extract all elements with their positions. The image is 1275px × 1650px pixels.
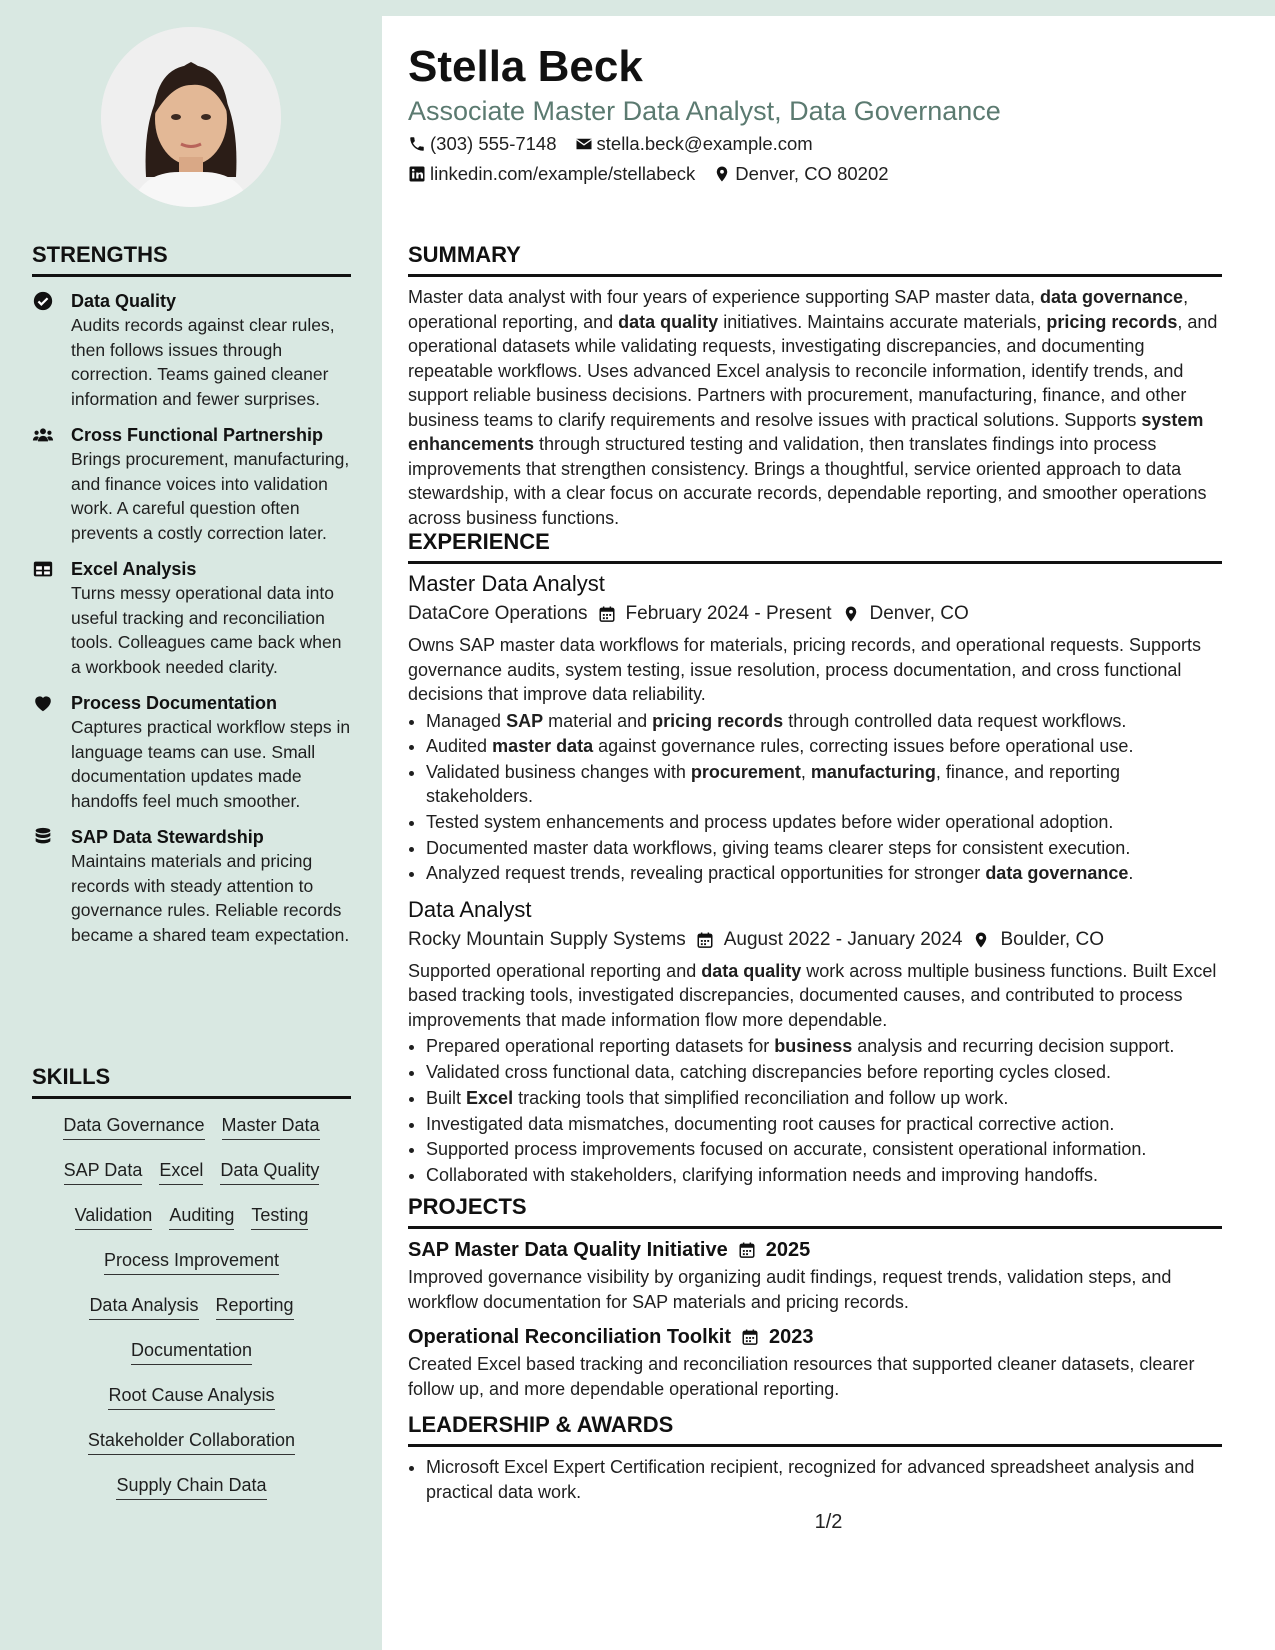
strength-description: Brings procurement, manufacturing, and finance voices into validation work. A careful question often prevents a costly correction later. bbox=[71, 449, 350, 543]
contact-row-2 bbox=[408, 162, 1222, 186]
skill-tag: SAP Data bbox=[64, 1158, 143, 1185]
header bbox=[408, 42, 1222, 186]
skill-tag: Master Data bbox=[222, 1113, 320, 1140]
experience-section bbox=[408, 529, 1222, 1189]
bold-text: procurement bbox=[690, 761, 801, 782]
skill-tag: Process Improvement bbox=[104, 1248, 279, 1275]
phone-contact bbox=[408, 132, 557, 156]
job-dates: August 2022 - January 2024 bbox=[723, 928, 963, 950]
text-run: against governance rules, correcting issues before operational use. bbox=[593, 736, 1134, 757]
experience-heading: EXPERIENCE bbox=[408, 529, 1222, 564]
calendar-icon bbox=[741, 1328, 759, 1346]
text-run: . bbox=[1128, 863, 1134, 884]
contact-row-1 bbox=[408, 132, 1222, 156]
text-run: Validated business changes with bbox=[426, 761, 691, 782]
heart-icon bbox=[32, 692, 54, 714]
bold-text: data quality bbox=[701, 960, 802, 981]
job-entry bbox=[408, 570, 1222, 886]
project-description: Improved governance visibility by organizing audit findings, request trends, validation steps, and workflow documentation for SAP materials and pricing records. bbox=[408, 1267, 1172, 1312]
job-bullet bbox=[426, 1137, 1222, 1162]
skill-tag: Validation bbox=[75, 1203, 153, 1230]
strength-description: Captures practical workflow steps in language teams can use. Small documentation updates made handoffs feel much smoother. bbox=[71, 717, 351, 811]
text-run: , finance, and reporting stakeholders. bbox=[426, 761, 1121, 807]
strength-description: Audits records against clear rules, then follows issues through correction. Teams gained cleaner information and fewer surprises. bbox=[71, 315, 335, 409]
job-dates: February 2024 - Present bbox=[625, 603, 832, 624]
skill-tag: Documentation bbox=[131, 1338, 252, 1365]
text-run: through structured testing and validation, then translates findings into process improvements that strengthen consistency. Brings a thoughtful, service oriented approach to data stewardship, with a clear focus on accurate records, dependable reporting, and smoother operations across business functions. bbox=[408, 434, 1207, 528]
sidebar bbox=[0, 0, 382, 1650]
text-run: Master data analyst with four years of experience supporting SAP master data, bbox=[408, 287, 1040, 307]
table-icon bbox=[32, 558, 54, 580]
calendar-icon bbox=[598, 605, 616, 623]
strength-item bbox=[32, 423, 351, 545]
text-run: Collaborated with stakeholders, clarifying information needs and improving handoffs. bbox=[426, 1164, 1099, 1185]
text-run: Managed bbox=[426, 710, 507, 731]
projects-heading: PROJECTS bbox=[408, 1194, 1222, 1229]
skills-section bbox=[32, 1064, 351, 1518]
text-run: , operational reporting, and bbox=[408, 287, 1189, 332]
linkedin-contact[interactable] bbox=[408, 162, 695, 186]
job-title: Data Analyst bbox=[408, 896, 532, 922]
bold-text: manufacturing bbox=[810, 761, 936, 782]
bold-text: master data bbox=[492, 736, 594, 757]
skill-row bbox=[32, 1293, 351, 1338]
linkedin-icon bbox=[408, 165, 426, 183]
strength-description: Maintains materials and pricing records with steady attention to governance rules. Reliable records became a shared team expectation. bbox=[71, 851, 350, 945]
job-bullet bbox=[426, 734, 1222, 759]
skill-row bbox=[32, 1203, 351, 1248]
linkedin-text[interactable]: linkedin.com/example/stellabeck bbox=[430, 163, 696, 184]
map-pin-icon bbox=[713, 165, 731, 183]
skill-tag: Testing bbox=[251, 1203, 308, 1230]
bold-text: data governance bbox=[985, 863, 1129, 884]
job-meta bbox=[408, 927, 1222, 953]
project-title bbox=[408, 1237, 1222, 1263]
skill-row bbox=[32, 1383, 351, 1428]
skill-tag: Data Quality bbox=[220, 1158, 319, 1185]
project-title bbox=[408, 1324, 1222, 1350]
skill-row bbox=[32, 1338, 351, 1383]
phone-text: (303) 555-7148 bbox=[430, 133, 557, 154]
skill-tag: Supply Chain Data bbox=[116, 1473, 266, 1500]
job-company: Rocky Mountain Supply Systems bbox=[408, 928, 686, 950]
calendar-icon bbox=[696, 931, 714, 949]
job-meta bbox=[408, 601, 1222, 627]
bold-text: pricing records bbox=[1046, 311, 1178, 332]
summary-section bbox=[408, 242, 1222, 530]
strength-item bbox=[32, 289, 351, 411]
skill-tag: Auditing bbox=[169, 1203, 234, 1230]
project-year: 2023 bbox=[769, 1326, 814, 1348]
job-company: DataCore Operations bbox=[408, 603, 588, 624]
strength-item bbox=[32, 825, 351, 947]
text-run: Supported process improvements focused on accurate, consistent operational information. bbox=[426, 1139, 1147, 1160]
page-number: 1/2 bbox=[814, 1511, 843, 1533]
skill-row bbox=[32, 1428, 351, 1473]
main-content bbox=[382, 16, 1275, 1650]
strength-title: SAP Data Stewardship bbox=[71, 827, 264, 847]
awards-list bbox=[408, 1455, 1222, 1504]
projects-list bbox=[408, 1237, 1222, 1401]
bold-text: Excel bbox=[466, 1087, 514, 1108]
skill-tag: Data Analysis bbox=[89, 1293, 198, 1320]
job-bullet bbox=[426, 1034, 1222, 1059]
skill-tag: Root Cause Analysis bbox=[108, 1383, 274, 1410]
project-description: Created Excel based tracking and reconciliation resources that supported cleaner datasets, clearer follow up, and more dependable operational reporting. bbox=[408, 1354, 1195, 1399]
location-contact bbox=[713, 162, 888, 186]
avatar bbox=[101, 27, 281, 207]
job-location: Denver, CO bbox=[869, 603, 969, 624]
award-item: • Microsoft Excel Expert Certification recipient, recognized for advanced spreadsheet analysis and practical data work. bbox=[426, 1455, 1222, 1504]
strength-title: Data Quality bbox=[71, 291, 177, 311]
job-title: Master Data Analyst bbox=[408, 571, 605, 596]
job-bullets bbox=[408, 1034, 1222, 1187]
text-run: material and bbox=[543, 710, 653, 731]
map-pin-icon bbox=[842, 605, 860, 623]
text-run: Built bbox=[426, 1087, 467, 1108]
email-contact[interactable] bbox=[575, 132, 813, 156]
text-run: Documented master data workflows, giving teams clearer steps for consistent execution. bbox=[426, 837, 1131, 858]
envelope-icon bbox=[575, 135, 593, 153]
strength-item bbox=[32, 691, 351, 813]
projects-section bbox=[408, 1194, 1222, 1401]
job-location: Boulder, CO bbox=[1000, 928, 1104, 950]
candidate-title: Associate Master Data Analyst, Data Governance bbox=[408, 96, 1001, 126]
text-run: Tested system enhancements and process updates before wider operational adoption. bbox=[426, 812, 1114, 833]
skill-tag: Stakeholder Collaboration bbox=[88, 1428, 295, 1455]
skill-tag: Reporting bbox=[216, 1293, 294, 1320]
text-run: , bbox=[800, 761, 811, 782]
awards-section bbox=[408, 1412, 1222, 1505]
users-icon bbox=[32, 424, 54, 446]
skill-row bbox=[32, 1473, 351, 1518]
project-name: SAP Master Data Quality Initiative bbox=[408, 1239, 728, 1261]
job-bullets bbox=[408, 709, 1222, 886]
bold-text: system enhancements bbox=[408, 409, 1204, 454]
text-run: work across multiple business functions. Built Excel based tracking tools, investigated discrepancies, documented causes, and contributed to process improvements that made information flow more dependable. bbox=[408, 960, 1217, 1030]
summary-heading: SUMMARY bbox=[408, 242, 1222, 277]
text-run: Prepared operational reporting datasets for bbox=[426, 1036, 775, 1057]
text-run: analysis and recurring decision support. bbox=[852, 1036, 1175, 1057]
summary-text bbox=[408, 285, 1222, 530]
location-text: Denver, CO 80202 bbox=[735, 163, 889, 184]
project-entry bbox=[408, 1324, 1222, 1401]
bold-text: data governance bbox=[1040, 287, 1184, 307]
skill-tag: Data Governance bbox=[63, 1113, 204, 1140]
strengths-list bbox=[32, 289, 351, 947]
calendar-icon bbox=[738, 1241, 756, 1259]
project-name: Operational Reconciliation Toolkit bbox=[408, 1326, 731, 1348]
phone-icon bbox=[408, 135, 426, 153]
text-run: Investigated data mismatches, documenting root causes for practical corrective action. bbox=[426, 1113, 1115, 1134]
skill-row bbox=[32, 1248, 351, 1293]
skill-tag: Excel bbox=[159, 1158, 203, 1185]
map-pin-icon bbox=[972, 931, 990, 949]
job-bullet bbox=[426, 810, 1222, 835]
candidate-name: Stella Beck bbox=[408, 42, 643, 91]
database-icon bbox=[32, 826, 54, 848]
job-description: Owns SAP master data workflows for materials, pricing records, and operational requests. Supports governance audits, system testing, issue resolution, process documentation, and cross functional decisions that improve data reliability. bbox=[408, 635, 1202, 704]
awards-heading: LEADERSHIP & AWARDS bbox=[408, 1412, 1222, 1447]
text-run: Audited bbox=[426, 736, 493, 757]
strength-description: Turns messy operational data into useful tracking and reconciliation tools. Colleagues came back when a workbook needed clarity. bbox=[71, 583, 342, 677]
portrait-image bbox=[101, 27, 281, 207]
bold-text: SAP bbox=[506, 710, 544, 731]
strengths-heading: STRENGTHS bbox=[32, 242, 351, 277]
bold-text: data quality bbox=[618, 311, 719, 332]
project-entry bbox=[408, 1237, 1222, 1314]
jobs-list bbox=[408, 570, 1222, 1187]
job-bullet bbox=[426, 1060, 1222, 1085]
strength-item bbox=[32, 557, 351, 679]
job-bullet bbox=[426, 861, 1222, 886]
text-run: Supported operational reporting and bbox=[408, 960, 702, 981]
strength-title: Process Documentation bbox=[71, 693, 278, 713]
strength-title: Excel Analysis bbox=[71, 559, 197, 579]
strengths-section bbox=[32, 242, 351, 947]
skills-list bbox=[32, 1113, 351, 1518]
text-run: through controlled data request workflows. bbox=[783, 710, 1127, 731]
job-bullet bbox=[426, 1086, 1222, 1111]
job-bullet bbox=[426, 836, 1222, 861]
strength-title: Cross Functional Partnership bbox=[71, 425, 324, 445]
text-run: , and operational datasets while validating requests, investigating discrepancies, and documenting repeatable workflows. Uses advanced Excel analysis to reconcile information, identify trends, and support reliable business decisions. Partners with procurement, manufacturing, finance, and other business teams to clarify requirements and resolve issues with practical solutions. Supports bbox=[408, 311, 1218, 430]
job-bullet bbox=[426, 709, 1222, 734]
text-run: initiatives. Maintains accurate materials, bbox=[718, 311, 1047, 332]
text-run: tracking tools that simplified reconciliation and follow up work. bbox=[513, 1087, 1009, 1108]
project-year: 2025 bbox=[765, 1239, 811, 1261]
skills-heading: SKILLS bbox=[32, 1064, 351, 1099]
check-circle-icon bbox=[32, 290, 54, 312]
job-bullet bbox=[426, 1112, 1222, 1137]
text-run: Analyzed request trends, revealing practical opportunities for stronger bbox=[426, 863, 986, 884]
bold-text: pricing records bbox=[652, 710, 784, 731]
job-bullet bbox=[426, 760, 1222, 809]
skill-row bbox=[32, 1158, 351, 1203]
job-bullet bbox=[426, 1163, 1222, 1188]
job-entry bbox=[408, 896, 1222, 1187]
skill-row bbox=[32, 1113, 351, 1158]
bold-text: business bbox=[774, 1036, 853, 1057]
email-text[interactable]: stella.beck@example.com bbox=[596, 133, 813, 154]
text-run: Validated cross functional data, catching discrepancies before reporting cycles closed. bbox=[426, 1062, 1112, 1083]
job-description bbox=[408, 959, 1222, 1033]
